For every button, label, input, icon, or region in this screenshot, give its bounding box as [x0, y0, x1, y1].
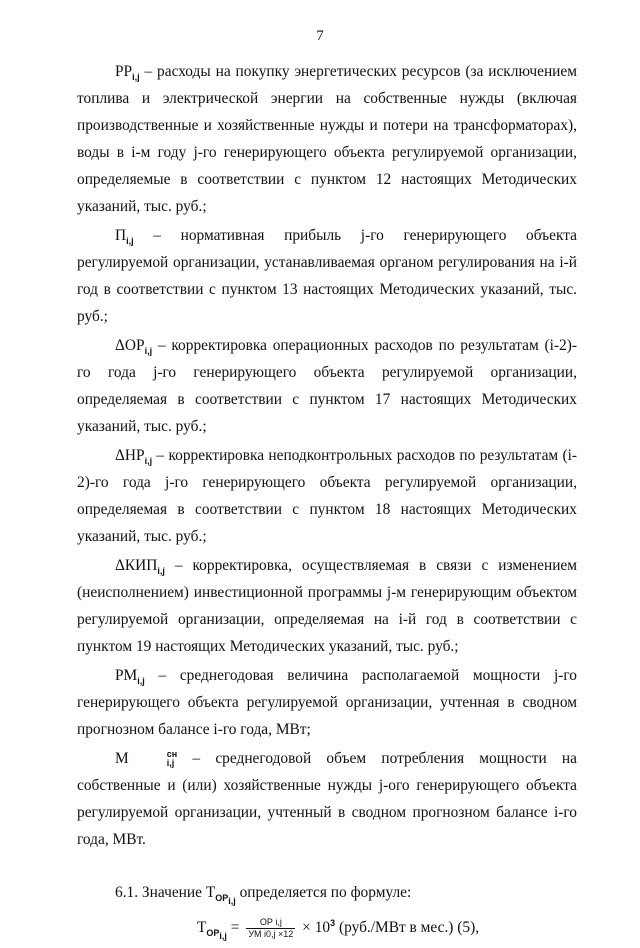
symbol-subscript: i,j	[126, 236, 134, 247]
definition-paragraph	[77, 662, 577, 743]
formula-intro-subscript2: i,j	[228, 895, 236, 906]
definition-paragraph	[77, 745, 577, 853]
definition-paragraph	[77, 332, 577, 440]
definition-paragraph	[77, 58, 577, 220]
document-body	[77, 58, 577, 948]
definition-paragraph	[77, 442, 577, 550]
definition-paragraph	[77, 222, 577, 330]
formula-equals: =	[226, 919, 244, 936]
formula-fraction	[246, 917, 295, 940]
fraction-numerator: ОР i,j	[246, 917, 295, 929]
formula-units: (руб./МВт в мес.) (5),	[335, 919, 480, 936]
definition-text: – расходы на покупку энергетических ресурсов (за исключением топлива и электрической энергии на собственные нужды (включая производственные и хозяйственные нужды и потери на трансформаторах), воды в i-м году j-го генерирующего объекта регулируемой организации, определяемые в соответствии с пунктом 12 настоящих Методических указаний, тыс. руб.;	[77, 63, 577, 215]
symbol: ΔОР	[115, 337, 145, 354]
fraction-denominator: УМ i0,j ×12	[248, 928, 294, 939]
formula-intro	[77, 879, 577, 906]
symbol: РР	[115, 63, 133, 80]
formula-intro-prefix: 6.1. Значение Т	[115, 884, 216, 901]
definition-text: – корректировка, осуществляемая в связи с изменением (неисполнением) инвестиционной программы j-м генерирующим объектом регулируемой организации, определяемая на i-й год в соответствии с пунктом 19 настоящих Методических указаний, тыс. руб.;	[77, 557, 577, 655]
formula-intro-subscript: ОР	[215, 893, 229, 904]
formula-lhs: Т	[197, 919, 207, 936]
symbol-subscript: i,j	[137, 676, 145, 687]
symbol-subscript: i,j	[144, 346, 153, 357]
symbol: М	[115, 750, 129, 767]
symbol-subscript: i,j	[166, 758, 175, 769]
formula-exponent: 3	[330, 917, 336, 928]
definition-text: – среднегодовая величина располагаемой мощности j-го генерирующего объекта регулируемой организации, учтенная в сводном прогнозном балансе i-го года, МВт;	[77, 667, 577, 738]
formula-multiplier: × 10	[298, 919, 331, 936]
definition-paragraph	[77, 552, 577, 660]
definition-text: – среднегодовой объем потребления мощности на собственные и (или) хозяйственные нужды j-ого генерирующего объекта регулируемой организации, учтенный в сводном прогнозном балансе i-го года, МВт.	[77, 750, 577, 848]
symbol: ΔНР	[115, 447, 145, 464]
symbol-subscript: i,j	[157, 566, 165, 577]
definition-text: – корректировка операционных расходов по результатам (i-2)-го года j-го генерирующего объекта регулируемой организации, определяемая в соответствии с пунктом 17 настоящих Методических указаний, тыс. руб.;	[77, 337, 577, 435]
symbol-subscript: i,j	[144, 456, 153, 467]
formula-lhs-subscript: ОР	[206, 928, 220, 939]
symbol: П	[115, 227, 127, 244]
symbol-subscript: i,j	[132, 72, 140, 83]
formula-5	[197, 914, 577, 948]
formula-intro-suffix: определяется по формуле:	[235, 884, 412, 901]
definition-text: – корректировка неподконтрольных расходов по результатам (i-2)-го года j-го генерирующего объекта регулируемой организации, определяемая в соответствии с пунктом 18 настоящих Методических указаний, тыс. руб.;	[77, 447, 577, 545]
symbol: ΔКИП	[115, 557, 158, 574]
definition-text: – нормативная прибыль j-го генерирующего объекта регулируемой организации, устанавливаемая органом регулирования на i-й год в соответствии с пунктом 13 настоящих Методических указаний, тыс. руб.;	[77, 227, 577, 325]
page-number: 7	[316, 28, 324, 44]
formula-lhs-subscript2: i,j	[219, 930, 227, 941]
symbol: РМ	[115, 667, 138, 684]
symbol-superscript: сн	[166, 749, 178, 760]
